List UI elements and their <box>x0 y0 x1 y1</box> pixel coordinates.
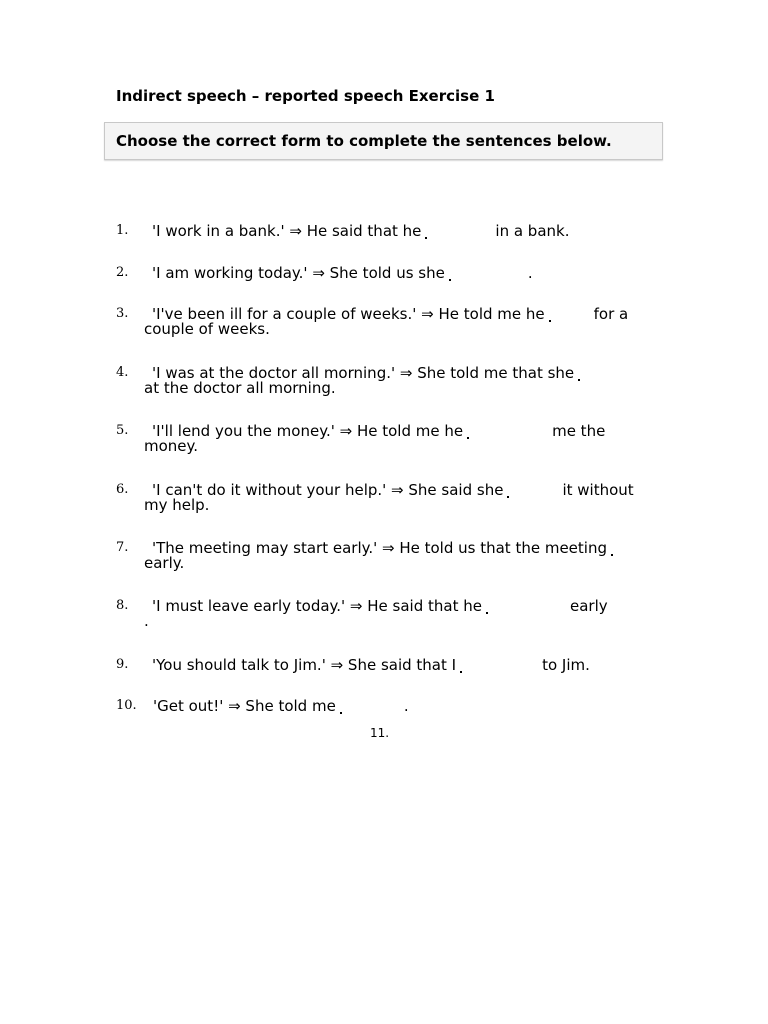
answer-blank[interactable] <box>449 263 528 278</box>
answer-blank[interactable] <box>425 221 495 236</box>
question-text-after: in a bank. <box>495 222 570 240</box>
question-text-continued: money. <box>144 437 199 455</box>
question-text: 'I've been ill for a couple of weeks.' ⇒ He told me he <box>152 305 545 323</box>
question-number: 3. <box>116 306 129 321</box>
worksheet-title: Indirect speech – reported speech Exercise 1 <box>116 87 495 105</box>
question-text: 'The meeting may start early.' ⇒ He told us that the meeting <box>152 539 607 557</box>
question-text-after: . <box>403 697 409 715</box>
instruction-text: Choose the correct form to complete the sentences below. <box>116 132 612 150</box>
answer-blank[interactable] <box>611 538 621 553</box>
question-number: 9. <box>116 657 129 672</box>
question-text-after: . <box>527 264 533 282</box>
question-number: 2. <box>116 265 129 280</box>
question-text: 'You should talk to Jim.' ⇒ She said that I <box>152 656 457 674</box>
question-number: 10. <box>116 698 137 713</box>
question-number: 1. <box>116 223 129 238</box>
answer-blank[interactable] <box>340 696 404 711</box>
question-number: 5. <box>116 423 129 438</box>
question-number: 6. <box>116 482 129 497</box>
question-number: 4. <box>116 365 129 380</box>
question-text-continued: my help. <box>144 496 210 514</box>
answer-blank[interactable] <box>486 596 570 611</box>
question-text-after: it without <box>562 481 634 499</box>
question-text-after: early <box>569 597 608 615</box>
question-text-after: for a <box>593 305 629 323</box>
question-text-continued: at the doctor all morning. <box>144 379 336 397</box>
instruction-box <box>104 122 663 160</box>
question-text-after: to Jim. <box>542 656 590 674</box>
question-text-continued: couple of weeks. <box>144 320 270 338</box>
question-text-continued: early. <box>144 554 185 572</box>
question-text-after: me the <box>552 422 606 440</box>
question-text: 'I work in a bank.' ⇒ He said that he <box>152 222 422 240</box>
question-text: 'I can't do it without your help.' ⇒ She said she <box>152 481 504 499</box>
answer-blank[interactable] <box>467 421 552 436</box>
question-number: 8. <box>116 598 129 613</box>
footer-number: 11. <box>370 726 390 740</box>
question-text: 'I am working today.' ⇒ She told us she <box>152 264 445 282</box>
answer-blank[interactable] <box>507 480 562 495</box>
question-text: 'I was at the doctor all morning.' ⇒ She told me that she <box>152 364 575 382</box>
question-text: 'Get out!' ⇒ She told me <box>153 697 336 715</box>
answer-blank[interactable] <box>578 363 588 378</box>
answer-blank[interactable] <box>549 304 594 319</box>
answer-blank[interactable] <box>460 655 542 670</box>
question-number: 7. <box>116 540 129 555</box>
question-text-continued: . <box>144 612 149 630</box>
question-text: 'I'll lend you the money.' ⇒ He told me he <box>152 422 464 440</box>
question-text: 'I must leave early today.' ⇒ He said that he <box>152 597 482 615</box>
